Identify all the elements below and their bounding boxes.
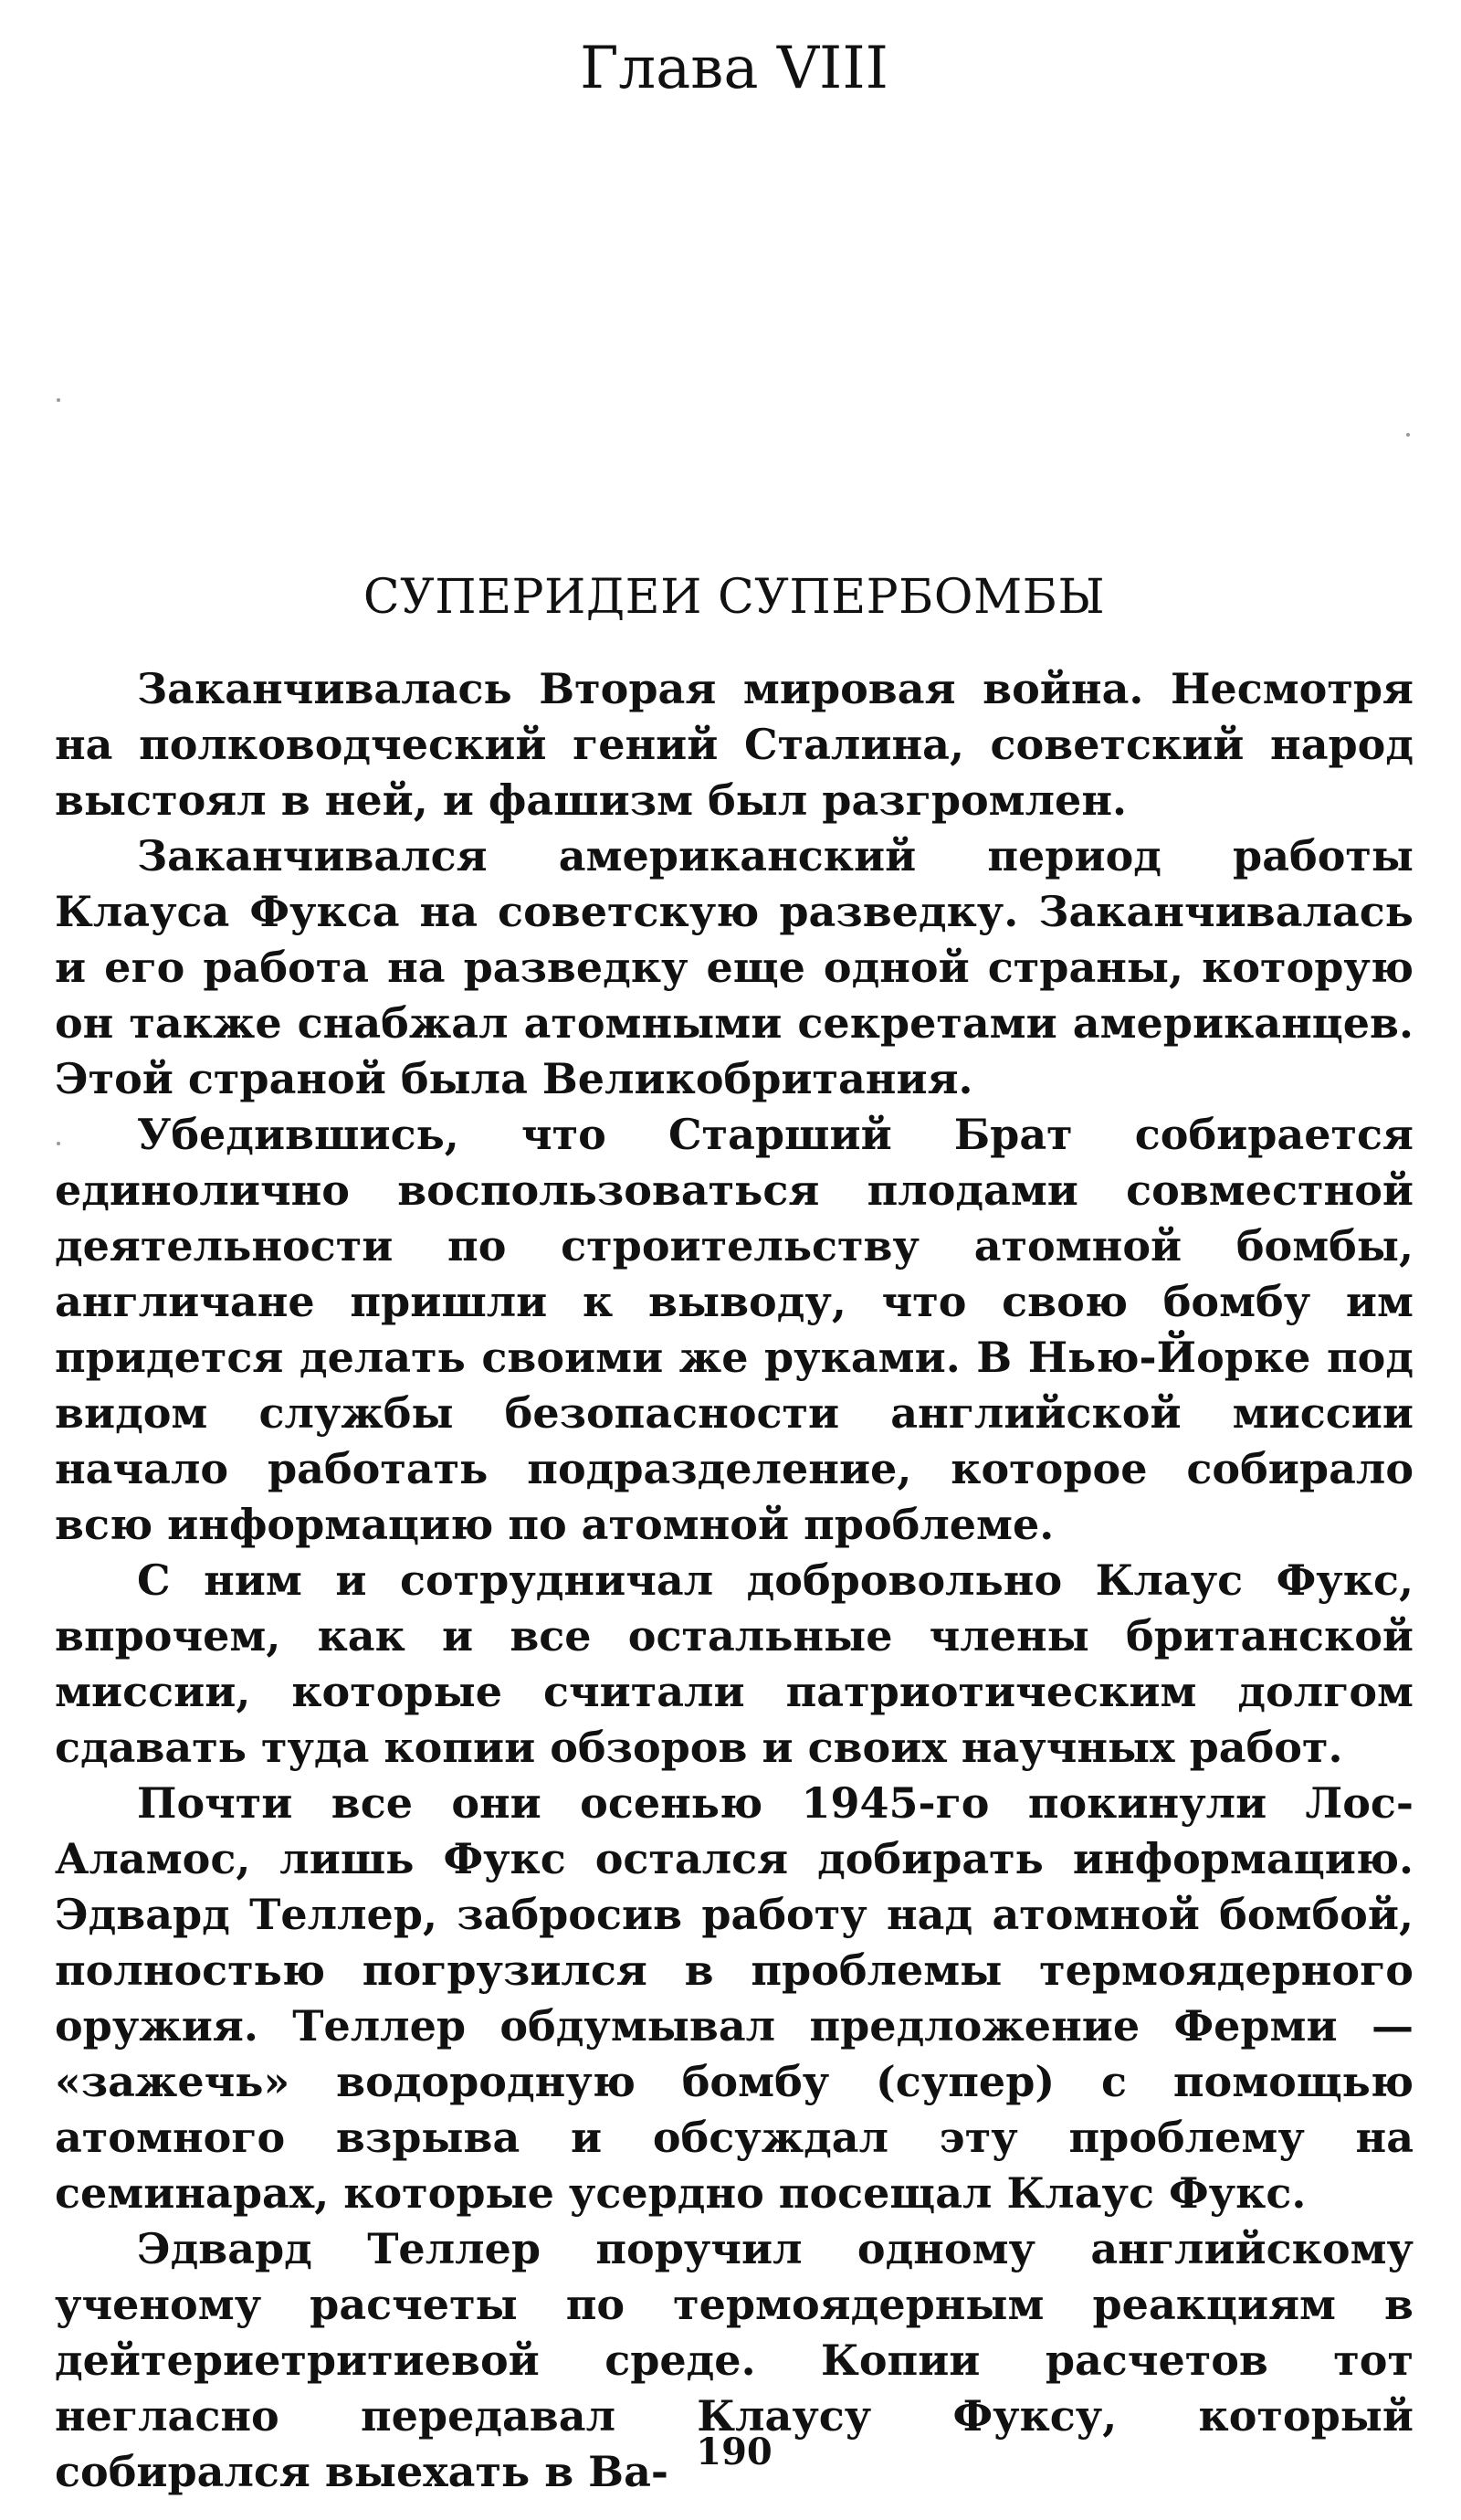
paragraph-2: Заканчивался американский период работы Клауса Фукса на советскую разведку. Заканчивалась и его работа на разведку еще одной страны, которую он также снабжал атомными секретами американцев. Этой страной была Великобритания. <box>55 831 1414 1103</box>
scan-speck <box>57 1142 60 1145</box>
chapter-heading: Глава VIII <box>580 35 888 102</box>
paragraph-5: Почти все они осенью 1945-го покинули Лос-Аламос, лишь Фукс остался добирать информацию. Эдвард Теллер, забросив работу над атомной бомбой, полностью погрузился в проблемы термоядерного оружия. Теллер обдумывал предложение Ферми — «зажечь» водородную бомбу (супер) с помощью атомного взрыва и обсуждал эту проблему на семинарах, которые усердно посещал Клаус Фукс. <box>55 1778 1414 2218</box>
chapter-title: СУПЕРИДЕИ СУПЕРБОМБЫ <box>363 570 1106 625</box>
paragraph-3: Убедившись, что Старший Брат собирается единолично воспользоваться плодами совместной деятельности по строительству атомной бомбы, англичане пришли к выводу, что свою бомбу им придется делать своими же руками. В Нью-Йорке под видом службы безопасности английской миссии начало работать подразделение, которое собирало всю информацию по атомной проблеме. <box>55 1110 1414 1549</box>
paragraph-1: Заканчивалась Вторая мировая война. Несмотря на полководческий гений Сталина, советский народ выстоял в ней, и фашизм был разгромлен. <box>55 664 1414 825</box>
scan-speck <box>1406 433 1410 437</box>
scan-speck <box>57 398 60 402</box>
book-page <box>55 0 1414 2520</box>
page-number: 190 <box>696 2430 773 2473</box>
paragraph-6: Эдвард Теллер поручил одному английскому ученому расчеты по термоядерным реакциям в дейтериетритиевой среде. Копии расчетов тот негласно передавал Клаусу Фуксу, который собирался выехать в Ва- <box>55 2224 1414 2496</box>
body-text <box>55 661 1414 2500</box>
paragraph-4: С ним и сотрудничал добровольно Клаус Фукс, впрочем, как и все остальные члены британской миссии, которые считали патриотическим долгом сдавать туда копии обзоров и своих научных работ. <box>55 1555 1414 1772</box>
